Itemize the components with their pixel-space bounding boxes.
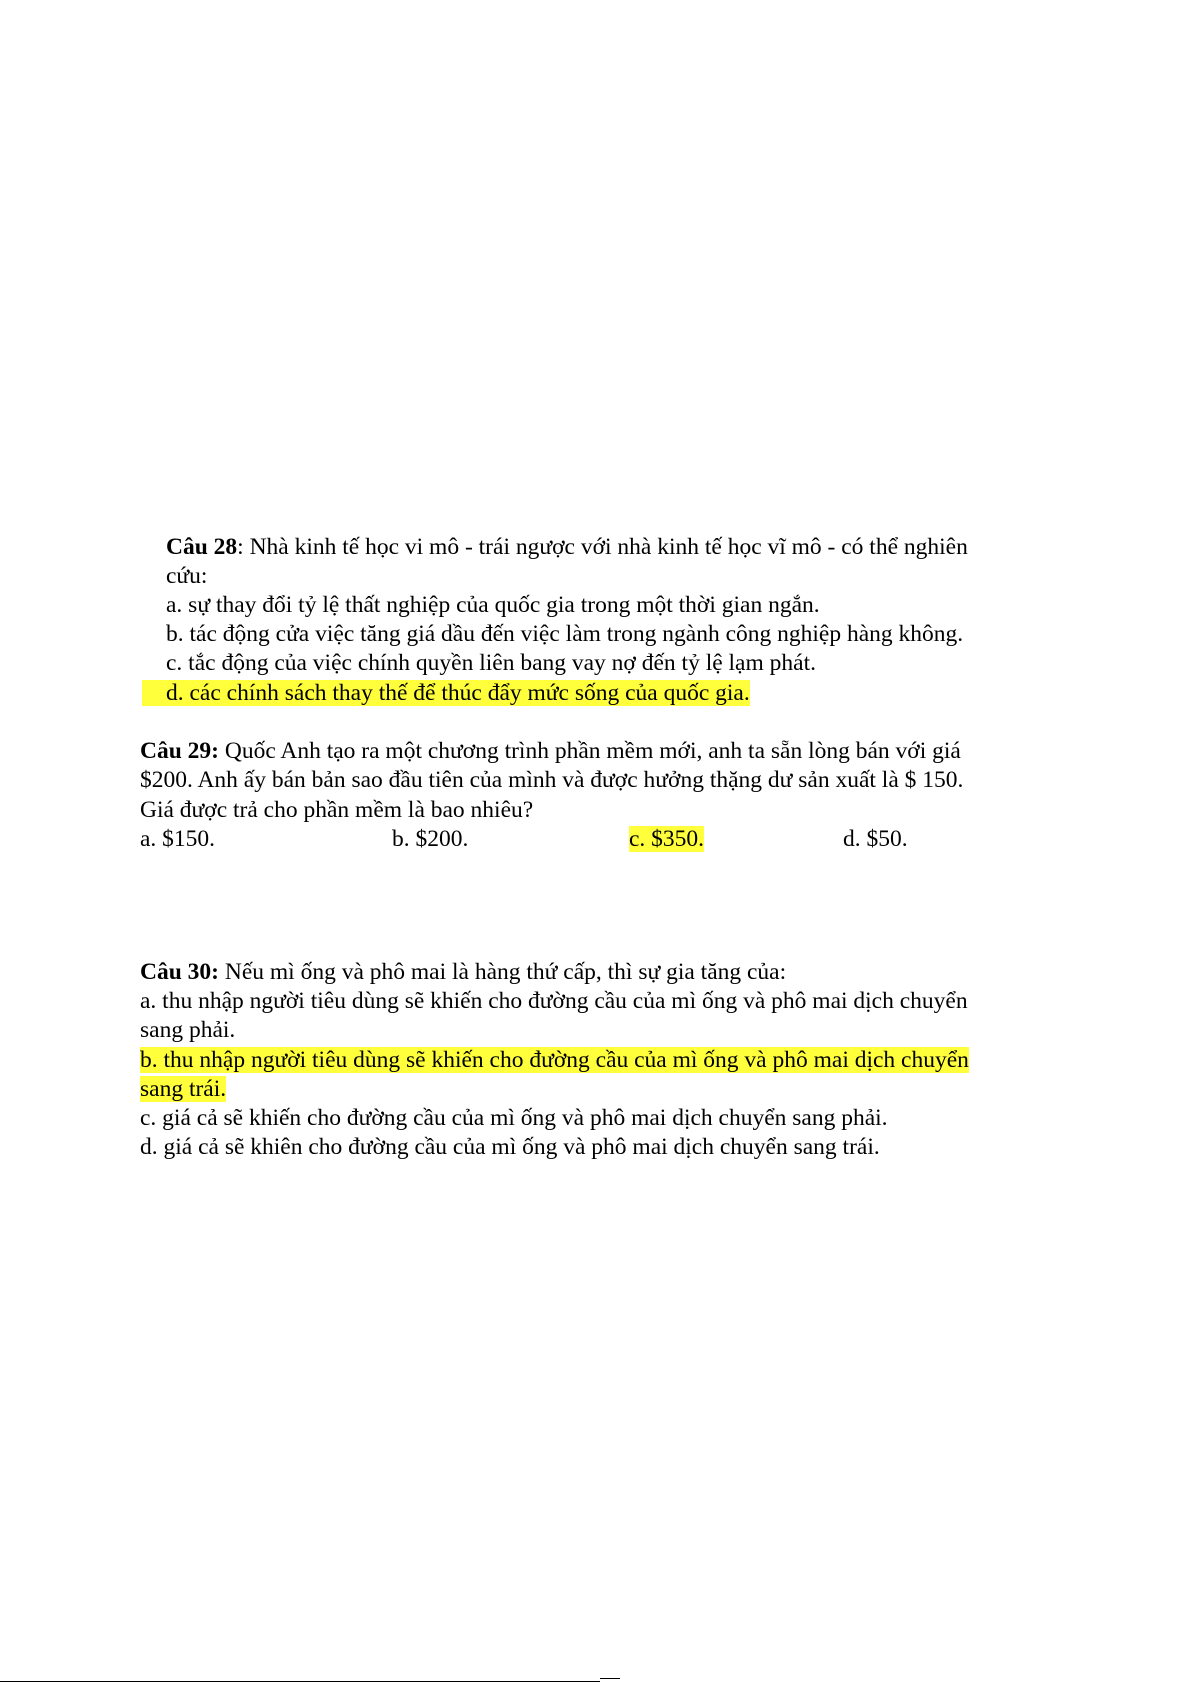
q28-option-d-highlight: d. các chính sách thay thế để thúc đẩy mức sống của quốc gia.: [142, 680, 750, 706]
q28-stem-line1: Câu 28: Nhà kinh tế học vi mô - trái ngược với nhà kinh tế học vĩ mô - có thể nghiên: [166, 534, 968, 560]
q29-stem-line3: Giá được trả cho phần mềm là bao nhiêu?: [140, 797, 534, 823]
q30-option-b-line1: [140, 1046, 969, 1075]
q29-option-c-highlight: c. $350.: [629, 826, 705, 852]
q29-option-b: b. $200.: [392, 826, 469, 852]
q30-option-a-line2: sang phải.: [140, 1017, 236, 1043]
page-bottom-rule: [0, 1681, 600, 1682]
q29-option-a: a. $150.: [140, 826, 216, 852]
q28-stem-line2: cứu:: [166, 563, 208, 589]
q30-option-b-line2: [140, 1075, 226, 1104]
q28-option-a: a. sự thay đổi tỷ lệ thất nghiệp của quốc gia trong một thời gian ngắn.: [166, 592, 820, 618]
q30-option-d: d. giá cả sẽ khiên cho đường cầu của mì ống và phô mai dịch chuyển sang trái.: [140, 1134, 880, 1160]
q29-label: Câu 29:: [140, 738, 219, 764]
q28-option-b: b. tác động cửa việc tăng giá dầu đến việc làm trong ngành công nghiệp hàng không.: [166, 621, 964, 647]
q29-stem-line2: $200. Anh ấy bán bản sao đầu tiên của mình và được hưởng thặng dư sản xuất là $ 150.: [140, 767, 964, 793]
q28-option-d: [166, 679, 750, 708]
q29-option-c: [629, 825, 704, 854]
q28-option-c: c. tắc động của việc chính quyền liên bang vay nợ đến tỷ lệ lạm phát.: [166, 650, 816, 676]
q29-option-d: d. $50.: [843, 826, 908, 852]
q30-option-a-line1: a. thu nhập người tiêu dùng sẽ khiến cho đường cầu của mì ống và phô mai dịch chuyển: [140, 988, 968, 1014]
q30-option-b-highlight-2: sang trái.: [140, 1076, 227, 1102]
q30-option-b-highlight-1: b. thu nhập người tiêu dùng sẽ khiến cho đường cầu của mì ống và phô mai dịch chuyển: [140, 1047, 969, 1073]
q28-label: Câu 28: [166, 534, 238, 560]
q29-stem-line1: Câu 29: Quốc Anh tạo ra một chương trình phần mềm mới, anh ta sẵn lòng bán với giá: [140, 738, 961, 764]
q30-option-c: c. giá cả sẽ khiến cho đường cầu của mì ống và phô mai dịch chuyển sang phải.: [140, 1105, 888, 1131]
page-bottom-mark: [600, 1678, 620, 1679]
q30-label: Câu 30:: [140, 959, 219, 985]
q30-stem: Câu 30: Nếu mì ống và phô mai là hàng thứ cấp, thì sự gia tăng của:: [140, 959, 787, 985]
